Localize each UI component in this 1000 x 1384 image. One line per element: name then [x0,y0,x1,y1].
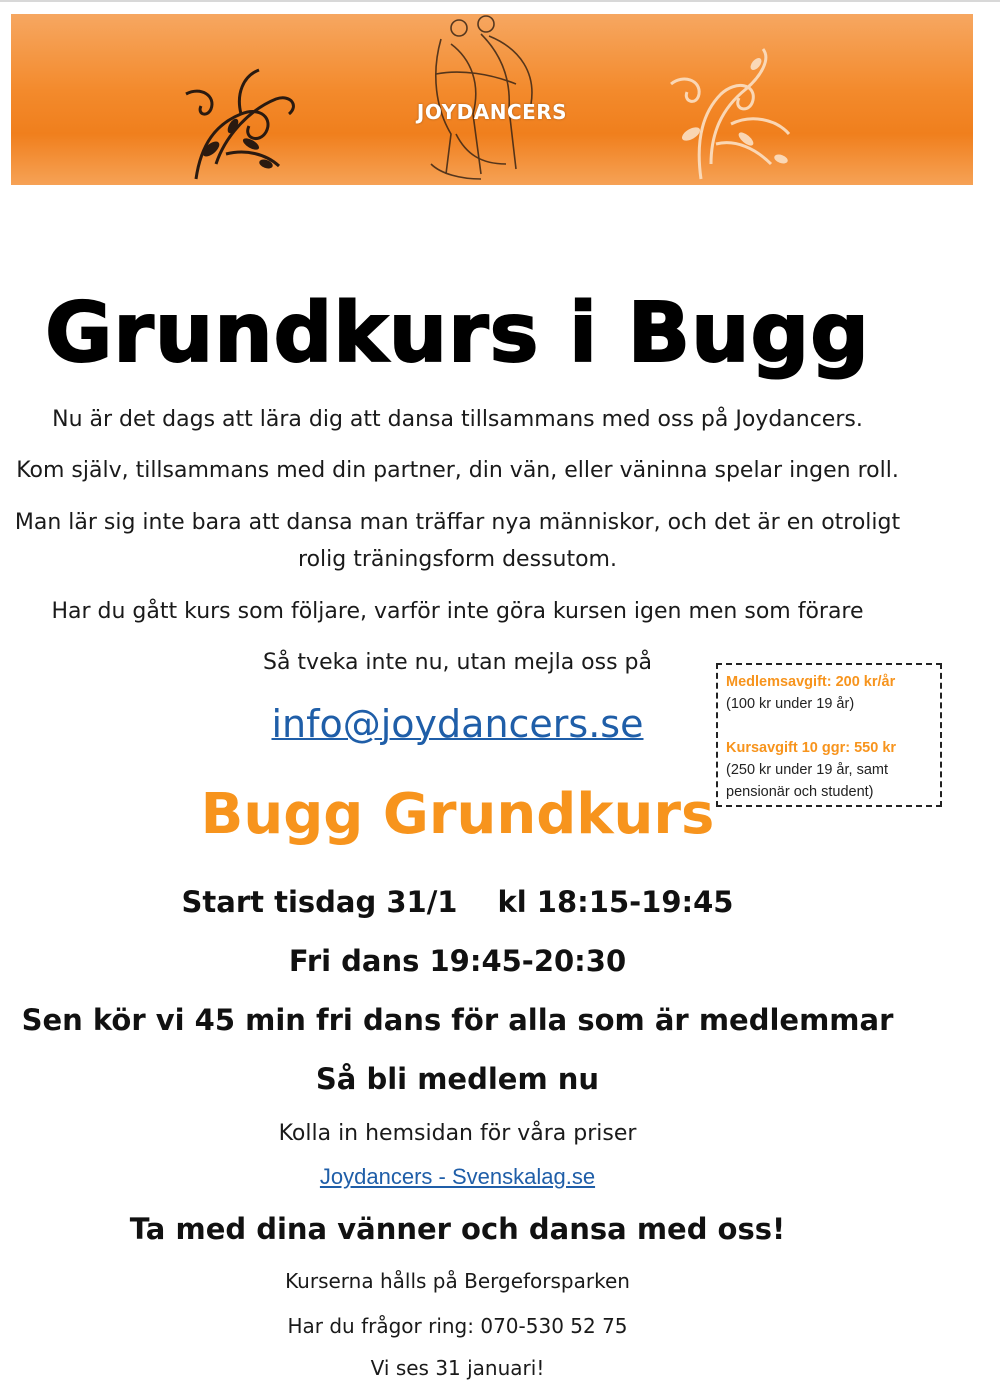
dancing-couple-drawing [431,16,532,179]
course-subtitle: Bugg Grundkurs [200,782,715,847]
page-title: Grundkurs i Bugg [45,286,870,381]
location-text: Kurserna hålls på Bergeforsparken [285,1269,630,1293]
header-banner [11,14,973,185]
schedule-start: Start tisdag 31/1 [181,885,458,919]
banner-logo-text: JOYDANCERS [416,100,568,124]
intro-line-2: Kom själv, tillsammans med din partner, din vän, eller väninna spelar ingen roll. [16,458,899,483]
member-fee-title: Medlemsavgift: 200 kr/år [726,674,896,690]
see-you-text: Vi ses 31 januari! [370,1356,545,1380]
left-swirl-ornament [186,70,293,179]
intro-line-3: Man lär sig inte bara att dansa man träffar nya människor, och det är en otroligt [14,510,901,535]
member-fee-note: (100 kr under 19 år) [726,696,855,712]
schedule-time: kl 18:15-19:45 [497,885,734,919]
intro-line-1: Nu är det dags att lära dig att dansa tillsammans med oss på Joydancers. [52,407,863,432]
phone-text: Har du frågor ring: 070-530 52 75 [287,1314,628,1338]
top-divider [0,0,1000,2]
schedule-start-line [0,885,915,919]
intro-line-5: Har du gått kurs som följare, varför inte göra kursen igen men som förare [51,599,864,624]
course-fee-title: Kursavgift 10 ggr: 550 kr [726,740,897,756]
members-free-dance: Sen kör vi 45 min fri dans för alla som är medlemmar [21,1003,894,1037]
call-to-action: Ta med dina vänner och dansa med oss! [129,1212,786,1246]
join-call: Så bli medlem nu [315,1062,600,1096]
intro-line-6: Så tveka inte nu, utan mejla oss på [262,650,652,675]
email-link[interactable]: info@joydancers.se [271,702,644,746]
left-leaves [200,117,274,170]
course-fee-note-2: pensionär och student) [726,784,874,800]
course-fee-note-1: (250 kr under 19 år, samt [726,762,888,778]
free-dance-time: Fri dans 19:45-20:30 [288,944,627,978]
website-link[interactable]: Joydancers - Svenskalag.se [319,1164,596,1189]
intro-line-4: rolig träningsform dessutom. [298,547,617,572]
prices-text: Kolla in hemsidan för våra priser [278,1121,637,1146]
